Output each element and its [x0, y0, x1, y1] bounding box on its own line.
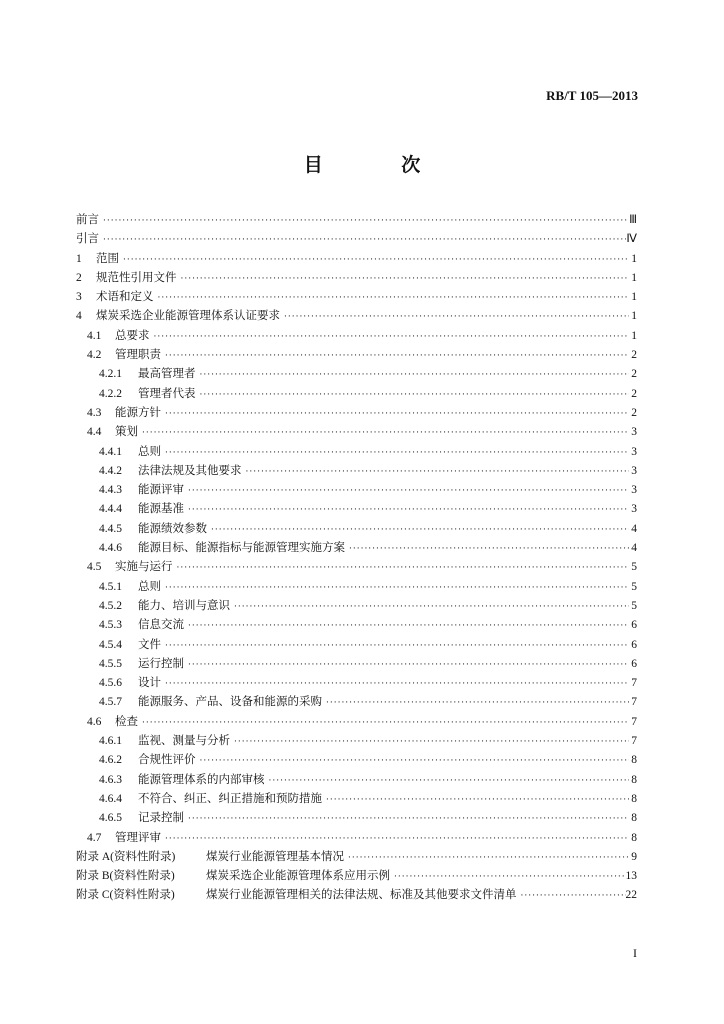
toc-entry-number: 附录 C(资料性附录): [76, 889, 175, 902]
toc-entry-number: 4.5.4: [99, 638, 122, 651]
toc-entry-page: 8: [631, 812, 637, 825]
toc-entry-page: 8: [631, 792, 637, 805]
toc-entry-number: 4.5.3: [99, 619, 122, 632]
dot-leader: [188, 617, 629, 636]
toc-entry-page: 2: [631, 387, 637, 400]
toc-entry-page: 6: [631, 657, 637, 670]
toc-entry[interactable]: [76, 885, 637, 904]
toc-entry-number: 4.6.5: [99, 812, 122, 825]
toc-entry-title: 能力、培训与意识: [138, 597, 230, 612]
toc-entry-number: 4.6.2: [99, 754, 122, 767]
toc-entry-title: 总则: [138, 578, 161, 593]
toc-entry-title: 实施与运行: [115, 559, 173, 574]
table-of-contents: [76, 210, 637, 905]
page-title: 目 次: [303, 154, 457, 176]
dot-leader: [349, 540, 629, 559]
toc-entry-title: 能源评审: [138, 482, 184, 497]
toc-entry-page: 2: [631, 406, 637, 419]
dot-leader: [123, 251, 629, 270]
toc-entry[interactable]: [76, 422, 637, 441]
toc-entry-number: 4.4: [87, 426, 102, 439]
toc-entry-number: 4.4.6: [99, 542, 122, 555]
toc-entry[interactable]: [76, 442, 637, 461]
toc-entry-page: 8: [631, 773, 637, 786]
dot-leader: [188, 501, 629, 520]
toc-entry-number: 4.4.2: [99, 464, 122, 477]
dot-leader: [181, 270, 630, 289]
dot-leader: [246, 463, 630, 482]
toc-entry-title: 法律法规及其他要求: [138, 462, 242, 477]
toc-entry-title: 范围: [96, 250, 119, 265]
toc-entry-number: 4.7: [87, 831, 102, 844]
toc-entry-page: 5: [631, 599, 637, 612]
toc-entry-page: 3: [631, 484, 637, 497]
toc-entry[interactable]: [76, 635, 637, 654]
toc-entry[interactable]: [76, 268, 637, 287]
toc-entry-page: 9: [631, 850, 637, 863]
toc-entry-page: 3: [631, 464, 637, 477]
toc-entry-page: Ⅲ: [629, 214, 637, 226]
toc-entry-title: 监视、测量与分析: [138, 733, 230, 748]
dot-leader: [188, 482, 629, 501]
toc-entry[interactable]: [76, 499, 637, 518]
toc-entry-number: 4.5.6: [99, 677, 122, 690]
toc-entry-title: 引言: [76, 231, 99, 246]
toc-entry-number: 附录 A(资料性附录): [76, 850, 176, 863]
toc-entry-number: 4.2: [87, 349, 102, 362]
toc-entry-page: 5: [631, 561, 637, 574]
toc-entry-number: 4: [76, 310, 82, 323]
standard-code: RB/T 105—2013: [546, 88, 638, 103]
dot-leader: [103, 212, 629, 231]
toc-entry[interactable]: [76, 480, 637, 499]
toc-entry[interactable]: [76, 519, 637, 538]
toc-entry-number: 4.5: [87, 561, 102, 574]
dot-leader: [234, 598, 629, 617]
toc-entry-number: 2: [76, 271, 82, 284]
toc-entry-title: 术语和定义: [96, 289, 154, 304]
toc-entry-title: 煤炭采选企业能源管理体系应用示例: [206, 868, 390, 883]
dot-leader: [200, 366, 630, 385]
toc-entry-page: 1: [631, 329, 637, 342]
toc-entry[interactable]: [76, 654, 637, 673]
toc-entry-page: 6: [631, 638, 637, 651]
toc-entry-number: 附录 B(资料性附录): [76, 870, 175, 883]
toc-entry-number: 4.6.1: [99, 735, 122, 748]
toc-entry[interactable]: [76, 808, 637, 827]
toc-entry[interactable]: [76, 210, 637, 229]
toc-entry-page: 2: [631, 368, 637, 381]
toc-entry-title: 前言: [76, 212, 99, 226]
toc-entry[interactable]: [76, 770, 637, 789]
toc-entry[interactable]: [76, 615, 637, 634]
toc-entry-title: 策划: [115, 424, 138, 439]
dot-leader: [326, 791, 629, 810]
dot-leader: [142, 424, 629, 443]
toc-entry-title: 检查: [115, 713, 138, 728]
toc-entry-title: 能源管理体系的内部审核: [138, 771, 265, 786]
toc-entry-title: 管理评审: [115, 829, 161, 844]
toc-entry-title: 总要求: [115, 327, 150, 342]
toc-entry[interactable]: [76, 306, 637, 325]
toc-entry-page: 8: [631, 754, 637, 767]
toc-entry[interactable]: [76, 557, 637, 576]
dot-leader: [200, 386, 630, 405]
dot-leader: [165, 637, 629, 656]
toc-entry-page: 1: [631, 291, 637, 304]
toc-entry-page: 3: [631, 503, 637, 516]
toc-entry-number: 4.4.1: [99, 445, 122, 458]
toc-entry-page: Ⅳ: [626, 233, 637, 246]
toc-entry-number: 4.6.4: [99, 792, 122, 805]
toc-entry[interactable]: [76, 326, 637, 345]
toc-entry-title: 能源服务、产品、设备和能源的采购: [138, 694, 322, 709]
toc-entry-number: 4.4.5: [99, 522, 122, 535]
toc-entry-number: 4.4.3: [99, 484, 122, 497]
dot-leader: [154, 328, 630, 347]
toc-entry-page: 7: [631, 696, 637, 709]
toc-entry[interactable]: [76, 712, 637, 731]
dot-leader: [177, 559, 630, 578]
toc-entry-page: 6: [631, 619, 637, 632]
toc-entry[interactable]: [76, 673, 637, 692]
toc-entry-number: 4.6.3: [99, 773, 122, 786]
toc-entry[interactable]: [76, 461, 637, 480]
toc-entry-page: 7: [631, 715, 637, 728]
dot-leader: [103, 231, 626, 250]
toc-entry[interactable]: [76, 384, 637, 403]
dot-leader: [165, 405, 629, 424]
toc-entry-title: 运行控制: [138, 655, 184, 670]
toc-entry-title: 管理职责: [115, 347, 161, 362]
toc-entry-title: 能源目标、能源指标与能源管理实施方案: [138, 540, 345, 555]
dot-leader: [284, 308, 629, 327]
toc-entry[interactable]: [76, 364, 637, 383]
toc-entry-number: 4.2.1: [99, 368, 122, 381]
toc-entry-page: 5: [631, 580, 637, 593]
dot-leader: [234, 733, 629, 752]
toc-entry-number: 4.5.2: [99, 599, 122, 612]
toc-entry-page: 13: [625, 870, 637, 883]
toc-entry-number: 4.1: [87, 329, 102, 342]
dot-leader: [521, 887, 626, 906]
dot-leader: [165, 347, 629, 366]
toc-entry-page: 4: [631, 542, 637, 555]
toc-entry[interactable]: [76, 692, 637, 711]
toc-entry-number: 4.3: [87, 406, 102, 419]
toc-entry-number: 4.5.7: [99, 696, 122, 709]
toc-entry[interactable]: [76, 403, 637, 422]
toc-entry-page: 7: [631, 677, 637, 690]
toc-entry[interactable]: [76, 249, 637, 268]
toc-entry-page: 3: [631, 445, 637, 458]
toc-entry[interactable]: [76, 345, 637, 364]
toc-entry-title: 煤炭行业能源管理相关的法律法规、标准及其他要求文件清单: [206, 887, 517, 902]
toc-entry-title: 设计: [138, 675, 161, 690]
toc-entry-title: 规范性引用文件: [96, 269, 177, 284]
toc-entry-page: 8: [631, 831, 637, 844]
toc-entry[interactable]: [76, 847, 637, 866]
toc-entry[interactable]: [76, 828, 637, 847]
toc-entry-number: 1: [76, 252, 82, 265]
toc-entry-number: 4.5.1: [99, 580, 122, 593]
toc-entry-title: 总则: [138, 443, 161, 458]
toc-entry[interactable]: [76, 596, 637, 615]
toc-entry-number: 4.2.2: [99, 387, 122, 400]
toc-entry-page: 2: [631, 349, 637, 362]
toc-entry[interactable]: [76, 287, 637, 306]
toc-entry[interactable]: [76, 538, 637, 557]
toc-entry-number: 4.5.5: [99, 657, 122, 670]
dot-leader: [188, 656, 629, 675]
toc-entry-title: 能源基准: [138, 501, 184, 516]
toc-entry-title: 煤炭采选企业能源管理体系认证要求: [96, 308, 280, 323]
toc-entry[interactable]: [76, 750, 637, 769]
toc-entry-title: 记录控制: [138, 810, 184, 825]
toc-entry-page: 7: [631, 735, 637, 748]
toc-entry-title: 煤炭行业能源管理基本情况: [206, 848, 344, 863]
toc-entry-title: 能源方针: [115, 404, 161, 419]
toc-entry-number: 4.6: [87, 715, 102, 728]
toc-entry-title: 能源绩效参数: [138, 520, 207, 535]
toc-entry-title: 信息交流: [138, 617, 184, 632]
toc-entry-title: 不符合、纠正、纠正措施和预防措施: [138, 790, 322, 805]
toc-entry-title: 文件: [138, 636, 161, 651]
toc-entry-page: 1: [631, 252, 637, 265]
toc-entry-title: 最高管理者: [138, 366, 196, 381]
toc-entry[interactable]: [76, 731, 637, 750]
toc-entry-page: 4: [631, 522, 637, 535]
toc-entry-page: 22: [625, 889, 637, 902]
toc-entry[interactable]: [76, 577, 637, 596]
toc-entry-page: 1: [631, 310, 637, 323]
dot-leader: [326, 694, 629, 713]
toc-entry[interactable]: [76, 229, 637, 248]
toc-entry-title: 管理者代表: [138, 385, 196, 400]
toc-entry-page: 3: [631, 426, 637, 439]
toc-entry-page: 1: [631, 271, 637, 284]
toc-entry-title: 合规性评价: [138, 752, 196, 767]
page-number: I: [633, 946, 637, 960]
toc-entry[interactable]: [76, 789, 637, 808]
toc-entry[interactable]: [76, 866, 637, 885]
dot-leader: [188, 810, 629, 829]
toc-entry-number: 3: [76, 291, 82, 304]
dot-leader: [165, 579, 629, 598]
toc-entry-number: 4.4.4: [99, 503, 122, 516]
